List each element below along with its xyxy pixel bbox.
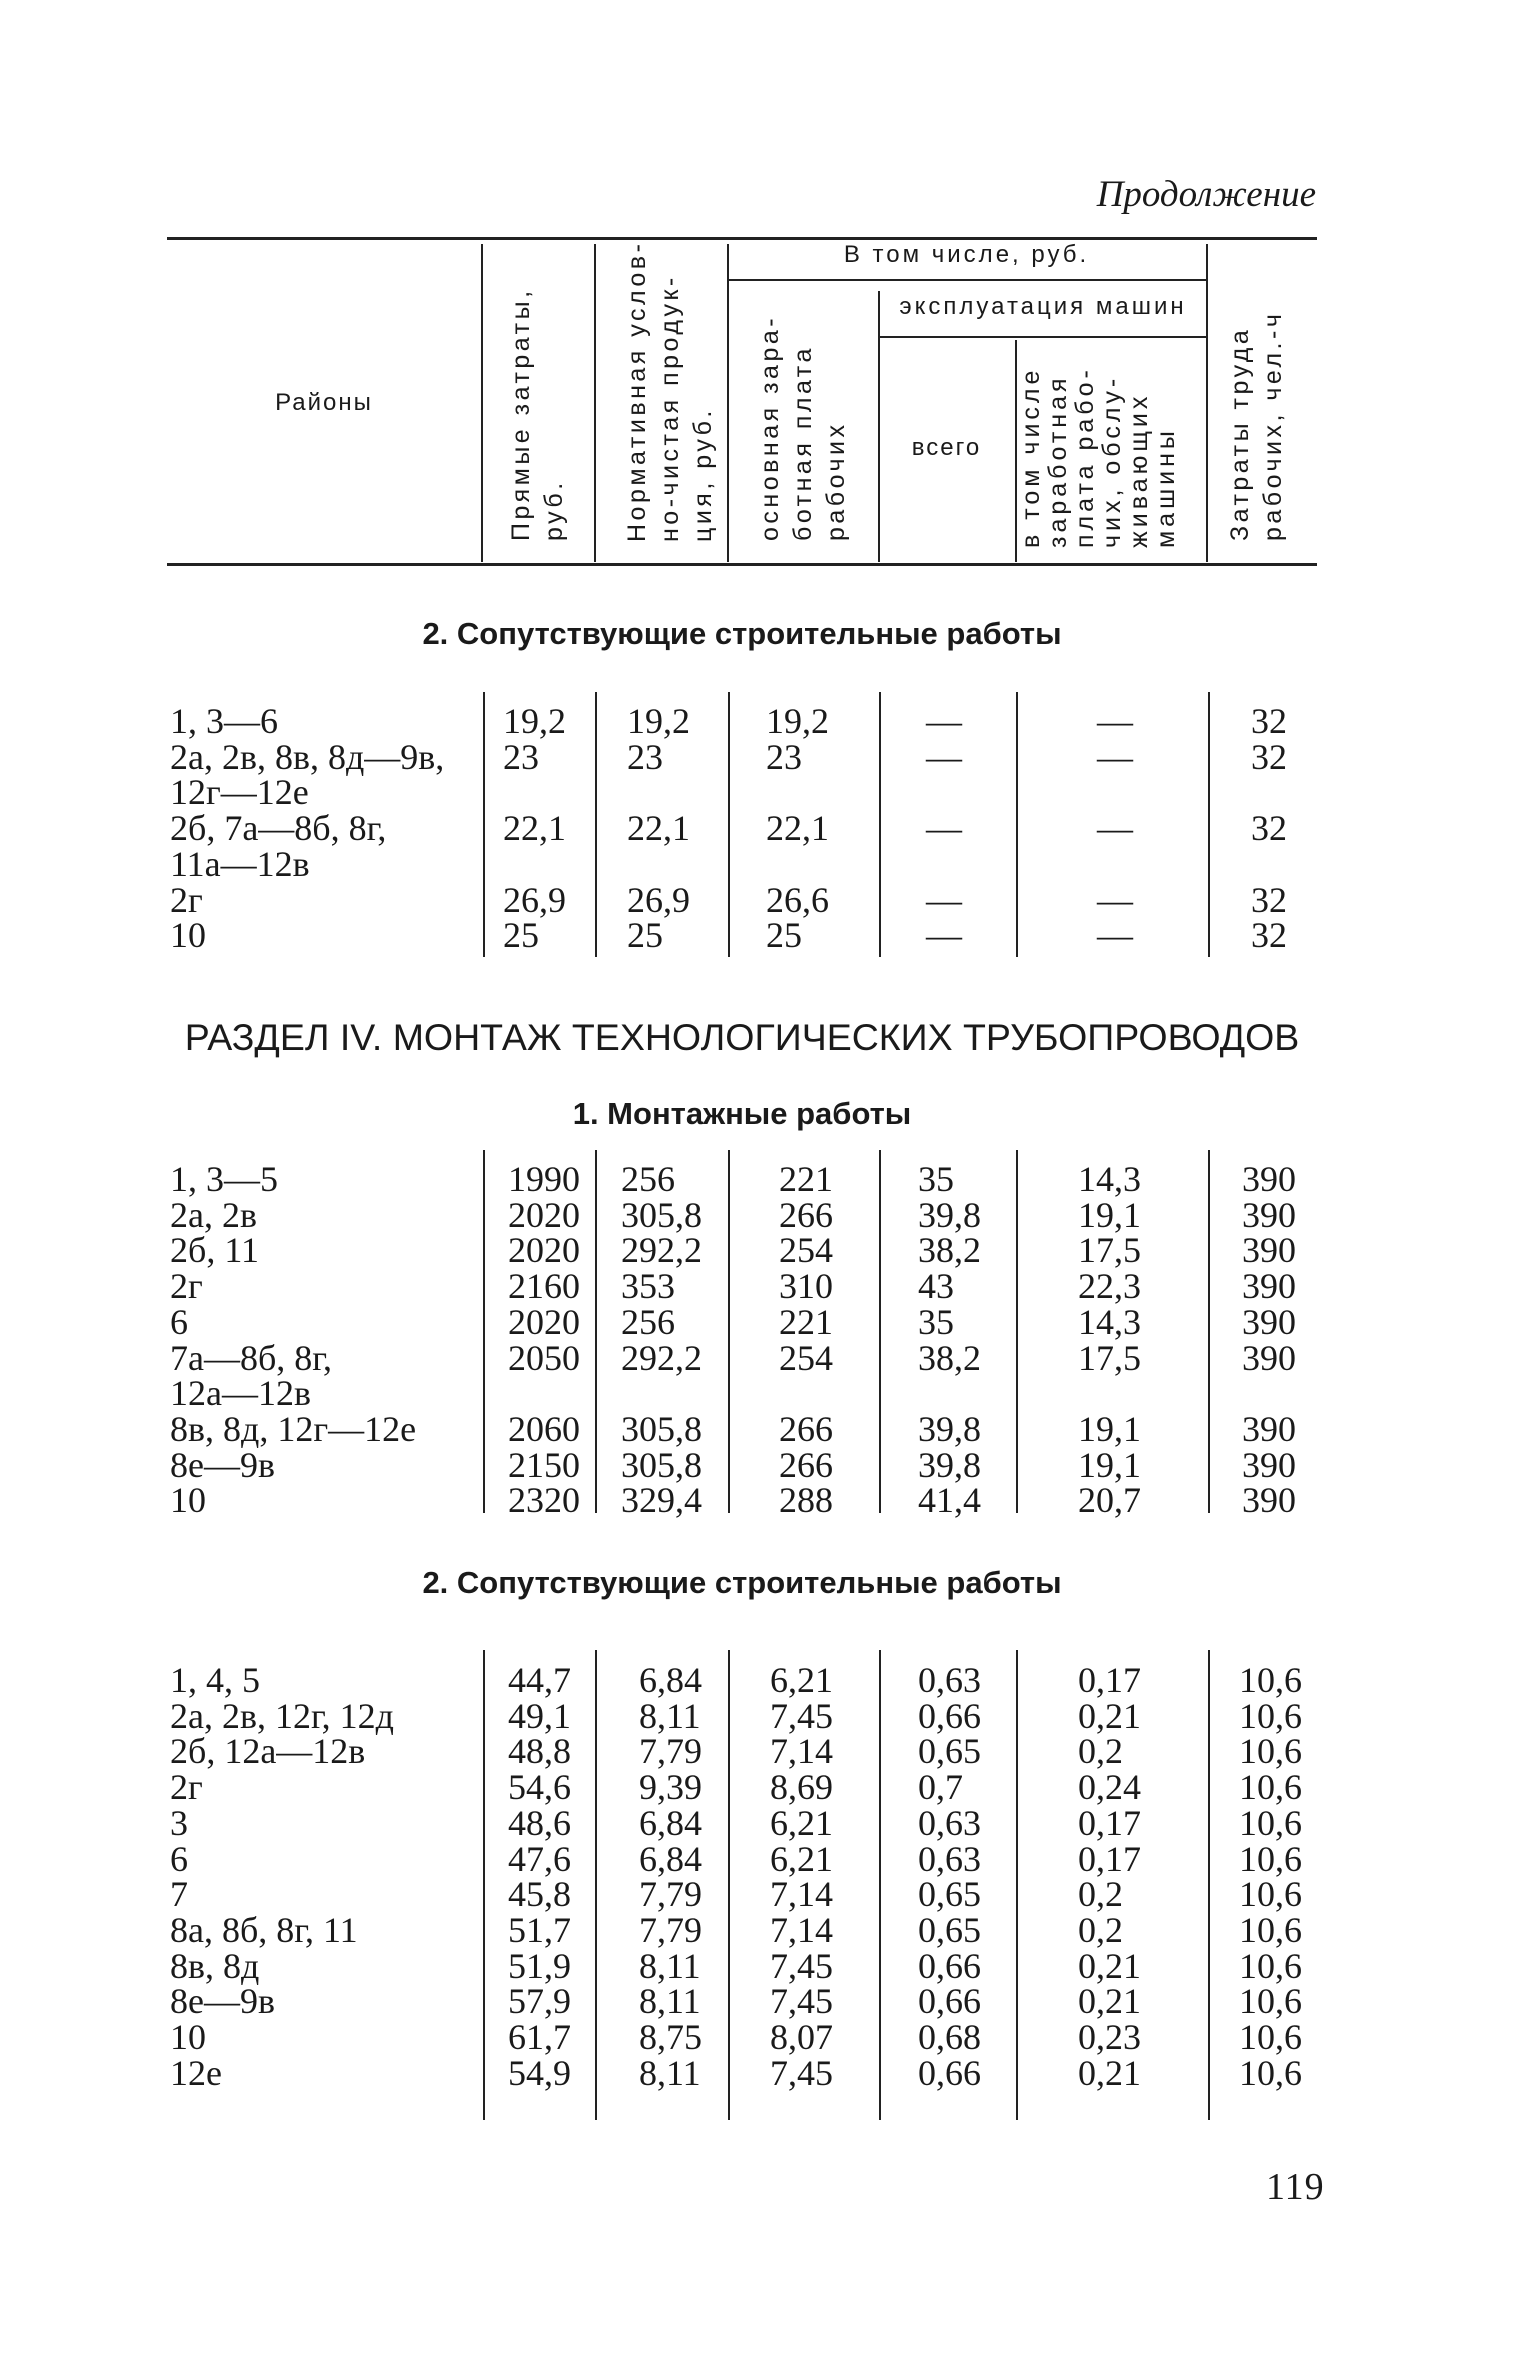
labor-costs-value: 10,6: [1239, 1945, 1302, 1986]
header-top-rule: [167, 237, 1317, 240]
machine-operator-wages-value: 14,3: [1078, 1159, 1141, 1199]
base-wages-value: 6,21: [770, 1802, 833, 1843]
header-normative-output: [621, 241, 720, 542]
machine-operator-wages-value: 0,2: [1078, 1731, 1123, 1772]
base-wages-value: 7,45: [770, 1695, 833, 1736]
machine-operation-total-value: 39,8: [918, 1408, 981, 1449]
labor-costs-value: 390: [1242, 1480, 1296, 1521]
header-line: живающих: [1125, 392, 1153, 548]
region-name: 2г: [170, 1266, 203, 1307]
labor-costs-value: 10,6: [1239, 1838, 1302, 1879]
header-labor-costs: [1224, 311, 1290, 541]
region-name: 10: [170, 1480, 206, 1521]
labor-costs-value: 10,6: [1239, 1981, 1302, 2022]
machine-operator-wages-value: 19,1: [1078, 1444, 1141, 1485]
base-wages-value: 221: [779, 1159, 833, 1199]
direct-costs-value: 2050: [508, 1337, 580, 1378]
header-line: Нормативная услов-: [623, 240, 651, 542]
machine-operator-wages-value: 0,2: [1078, 1874, 1123, 1915]
machine-operator-wages-value: 22,3: [1078, 1266, 1141, 1307]
region-name: 2б, 7а—8б, 8г,: [170, 808, 387, 849]
base-wages-value: 7,14: [770, 1909, 833, 1950]
labor-costs-value: 10,6: [1239, 2017, 1302, 2057]
header-base-wages: [754, 315, 853, 541]
machine-operator-wages-value: 20,7: [1078, 1480, 1141, 1521]
region-name: 7: [170, 1874, 188, 1915]
normative-output-value: 7,79: [639, 1874, 702, 1915]
normative-output-value: 8,11: [639, 1695, 701, 1736]
region-name: 8е—9в: [170, 1444, 275, 1485]
header-regions: Районы: [275, 389, 373, 416]
region-name: 3: [170, 1802, 188, 1843]
region-name: 6: [170, 1838, 188, 1879]
machine-operation-total-value: 0,65: [918, 1909, 981, 1950]
region-name: 2а, 2в, 8в, 8д—9в,: [170, 736, 445, 777]
machine-operation-total-value: 0,63: [918, 1838, 981, 1879]
region-name: 1, 4, 5: [170, 1660, 260, 1700]
labor-costs-value: 10,6: [1239, 1767, 1302, 1808]
header-column-rule: [727, 244, 729, 562]
machine-operation-total-value: —: [926, 808, 962, 849]
header-line: чих, обслу-: [1098, 374, 1126, 548]
header-line: в том числе: [1017, 366, 1045, 548]
direct-costs-value: 2160: [508, 1266, 580, 1307]
direct-costs-value: 2020: [508, 1194, 580, 1235]
direct-costs-value: 22,1: [503, 808, 566, 849]
direct-costs-value: 45,8: [508, 1874, 571, 1915]
labor-costs-value: 32: [1251, 808, 1287, 849]
direct-costs-value: 2060: [508, 1408, 580, 1449]
machine-operation-total-value: —: [926, 736, 962, 777]
region-name: 8е—9в: [170, 1981, 275, 2022]
direct-costs-value: 51,7: [508, 1909, 571, 1950]
normative-output-value: 26,9: [627, 879, 690, 920]
labor-costs-value: 10,6: [1239, 1660, 1302, 1700]
normative-output-value: 305,8: [621, 1194, 702, 1235]
machine-operation-total-value: 0,65: [918, 1874, 981, 1915]
region-name: 2б, 11: [170, 1230, 259, 1271]
base-wages-value: 266: [779, 1408, 833, 1449]
region-name: 12г—12е: [170, 772, 309, 813]
continuation-label: Продолжение: [1096, 174, 1316, 215]
column-rule: [879, 1650, 881, 2120]
direct-costs-value: 44,7: [508, 1660, 571, 1700]
labor-costs-value: 32: [1251, 701, 1287, 741]
direct-costs-value: 2150: [508, 1444, 580, 1485]
machine-operation-total-value: 0,66: [918, 1695, 981, 1736]
column-rule: [1016, 1150, 1018, 1513]
column-rule: [728, 1650, 730, 2120]
machine-operator-wages-value: 17,5: [1078, 1337, 1141, 1378]
header-line: машины: [1152, 427, 1180, 548]
labor-costs-value: 10,6: [1239, 2052, 1302, 2093]
header-column-rule: [1206, 244, 1208, 562]
machine-operation-total-value: —: [926, 879, 962, 920]
direct-costs-value: 48,8: [508, 1731, 571, 1772]
normative-output-value: 292,2: [621, 1230, 702, 1271]
machine-operation-total-value: 0,66: [918, 1981, 981, 2022]
base-wages-value: 310: [779, 1266, 833, 1307]
machine-operation-total-value: 0,63: [918, 1802, 981, 1843]
region-name: 1, 3—6: [170, 701, 278, 741]
normative-output-value: 8,11: [639, 2052, 701, 2093]
normative-output-value: 23: [627, 736, 663, 777]
column-rule: [1208, 1650, 1210, 2120]
section-title: РАЗДЕЛ IV. МОНТАЖ ТЕХНОЛОГИЧЕСКИХ ТРУБОПРОВОДОВ: [184, 1016, 1300, 1058]
machine-operation-total-value: 35: [918, 1159, 954, 1199]
normative-output-value: 7,79: [639, 1731, 702, 1772]
region-name: 7а—8б, 8г,: [170, 1337, 332, 1378]
direct-costs-value: 61,7: [508, 2017, 571, 2057]
block-title: 2. Сопутствующие строительные работы: [422, 616, 1062, 651]
base-wages-value: 23: [766, 736, 802, 777]
machine-operator-wages-value: —: [1097, 808, 1133, 849]
labor-costs-value: 32: [1251, 915, 1287, 956]
base-wages-value: 288: [779, 1480, 833, 1521]
base-wages-value: 26,6: [766, 879, 829, 920]
column-rule: [728, 692, 730, 957]
direct-costs-value: 51,9: [508, 1945, 571, 1986]
header-column-rule: [481, 244, 483, 562]
normative-output-value: 19,2: [627, 701, 690, 741]
column-rule: [483, 1650, 485, 2120]
header-machine-wages: [1018, 366, 1180, 548]
column-rule: [1208, 1150, 1210, 1513]
base-wages-value: 22,1: [766, 808, 829, 849]
region-name: 2а, 2в, 12г, 12д: [170, 1695, 394, 1736]
normative-output-value: 305,8: [621, 1444, 702, 1485]
region-name: 2г: [170, 1767, 203, 1808]
header-line: рабочих: [822, 421, 850, 541]
region-name: 2а, 2в: [170, 1194, 257, 1235]
machine-operation-total-value: 0,7: [918, 1767, 963, 1808]
machine-operator-wages-value: 0,24: [1078, 1767, 1141, 1808]
direct-costs-value: 2020: [508, 1230, 580, 1271]
direct-costs-value: 19,2: [503, 701, 566, 741]
labor-costs-value: 10,6: [1239, 1695, 1302, 1736]
region-name: 10: [170, 915, 206, 956]
direct-costs-value: 1990: [508, 1159, 580, 1199]
normative-output-value: 353: [621, 1266, 675, 1307]
normative-output-value: 7,79: [639, 1909, 702, 1950]
labor-costs-value: 390: [1242, 1266, 1296, 1307]
region-name: 8в, 8д, 12г—12е: [170, 1408, 417, 1449]
machine-operation-total-value: 0,63: [918, 1660, 981, 1700]
header-column-rule: [594, 244, 596, 562]
base-wages-value: 7,45: [770, 2052, 833, 2093]
column-rule: [595, 1150, 597, 1513]
column-rule: [879, 692, 881, 957]
labor-costs-value: 390: [1242, 1408, 1296, 1449]
base-wages-value: 8,69: [770, 1767, 833, 1808]
column-rule: [483, 692, 485, 957]
base-wages-value: 221: [779, 1301, 833, 1342]
machine-operator-wages-value: —: [1097, 879, 1133, 920]
direct-costs-value: 57,9: [508, 1981, 571, 2022]
base-wages-value: 25: [766, 915, 802, 956]
machine-operator-wages-value: 14,3: [1078, 1301, 1141, 1342]
normative-output-value: 305,8: [621, 1408, 702, 1449]
machine-operation-total-value: 0,66: [918, 1945, 981, 1986]
header-line: ция, руб.: [689, 407, 717, 542]
normative-output-value: 25: [627, 915, 663, 956]
labor-costs-value: 390: [1242, 1337, 1296, 1378]
header-line: но-чистая продук-: [656, 274, 684, 542]
labor-costs-value: 390: [1242, 1194, 1296, 1235]
machine-operation-total-value: 0,68: [918, 2017, 981, 2057]
labor-costs-value: 10,6: [1239, 1802, 1302, 1843]
normative-output-value: 329,4: [621, 1480, 702, 1521]
column-rule: [879, 1150, 881, 1513]
header-including: В том числе, руб.: [843, 241, 1090, 268]
region-name: 2б, 12а—12в: [170, 1731, 366, 1772]
machine-operation-total-value: 39,8: [918, 1194, 981, 1235]
labor-costs-value: 390: [1242, 1444, 1296, 1485]
base-wages-value: 19,2: [766, 701, 829, 741]
machine-operation-total-value: —: [926, 915, 962, 956]
column-rule: [595, 1650, 597, 2120]
column-rule: [1208, 692, 1210, 957]
labor-costs-value: 390: [1242, 1301, 1296, 1342]
normative-output-value: 9,39: [639, 1767, 702, 1808]
block-title: 2. Сопутствующие строительные работы: [422, 1565, 1062, 1600]
labor-costs-value: 32: [1251, 879, 1287, 920]
machine-operator-wages-value: 0,17: [1078, 1838, 1141, 1879]
base-wages-value: 266: [779, 1444, 833, 1485]
direct-costs-value: 48,6: [508, 1802, 571, 1843]
normative-output-value: 8,75: [639, 2017, 702, 2057]
region-name: 6: [170, 1301, 188, 1342]
machine-operation-total-value: 41,4: [918, 1480, 981, 1521]
header-machine-operation: эксплуатация машин: [899, 293, 1187, 320]
normative-output-value: 256: [621, 1301, 675, 1342]
region-name: 8в, 8д: [170, 1945, 260, 1986]
base-wages-value: 8,07: [770, 2017, 833, 2057]
header-line: заработная: [1044, 374, 1072, 548]
machine-operator-wages-value: 19,1: [1078, 1408, 1141, 1449]
machine-operator-wages-value: 0,17: [1078, 1660, 1141, 1700]
column-rule: [483, 1150, 485, 1513]
machine-operator-wages-value: 0,21: [1078, 1945, 1141, 1986]
normative-output-value: 22,1: [627, 808, 690, 849]
base-wages-value: 6,21: [770, 1838, 833, 1879]
header-bottom-rule: [167, 563, 1317, 566]
base-wages-value: 7,14: [770, 1731, 833, 1772]
labor-costs-value: 390: [1242, 1159, 1296, 1199]
machine-operation-total-value: 35: [918, 1301, 954, 1342]
header-machine-total: всего: [911, 434, 982, 461]
header-line: Прямые затраты,: [507, 287, 535, 541]
header-column-rule: [878, 291, 880, 562]
normative-output-value: 6,84: [639, 1802, 702, 1843]
machine-operator-wages-value: 19,1: [1078, 1194, 1141, 1235]
base-wages-value: 254: [779, 1230, 833, 1271]
normative-output-value: 6,84: [639, 1838, 702, 1879]
column-rule: [728, 1150, 730, 1513]
direct-costs-value: 23: [503, 736, 539, 777]
normative-output-value: 292,2: [621, 1337, 702, 1378]
base-wages-value: 6,21: [770, 1660, 833, 1700]
machine-operator-wages-value: —: [1097, 701, 1133, 741]
page-number: 119: [1266, 2166, 1325, 2208]
machine-operation-total-value: —: [926, 701, 962, 741]
direct-costs-value: 47,6: [508, 1838, 571, 1879]
normative-output-value: 8,11: [639, 1945, 701, 1986]
header-direct-costs: [505, 287, 571, 541]
labor-costs-value: 10,6: [1239, 1874, 1302, 1915]
base-wages-value: 7,45: [770, 1981, 833, 2022]
machine-operator-wages-value: —: [1097, 915, 1133, 956]
base-wages-value: 7,14: [770, 1874, 833, 1915]
machine-operator-wages-value: 0,21: [1078, 1695, 1141, 1736]
header-line: Затраты труда: [1226, 326, 1254, 541]
direct-costs-value: 49,1: [508, 1695, 571, 1736]
block-title: 1. Монтажные работы: [572, 1096, 912, 1131]
region-name: 1, 3—5: [170, 1159, 278, 1199]
header-line: руб.: [540, 479, 568, 541]
machine-operation-total-value: 0,65: [918, 1731, 981, 1772]
direct-costs-value: 26,9: [503, 879, 566, 920]
machine-operator-wages-value: 0,21: [1078, 2052, 1141, 2093]
direct-costs-value: 2320: [508, 1480, 580, 1521]
machine-operator-wages-value: —: [1097, 736, 1133, 777]
machine-operation-total-value: 38,2: [918, 1337, 981, 1378]
region-name: 12е: [170, 2052, 222, 2093]
base-wages-value: 7,45: [770, 1945, 833, 1986]
header-line: основная зара-: [756, 314, 784, 541]
region-name: 10: [170, 2017, 206, 2057]
region-name: 12а—12в: [170, 1373, 311, 1414]
labor-costs-value: 390: [1242, 1230, 1296, 1271]
direct-costs-value: 2020: [508, 1301, 580, 1342]
direct-costs-value: 25: [503, 915, 539, 956]
machine-operator-wages-value: 17,5: [1078, 1230, 1141, 1271]
machine-operation-total-value: 38,2: [918, 1230, 981, 1271]
machine-operation-underline: [878, 336, 1208, 338]
region-name: 8а, 8б, 8г, 11: [170, 1909, 358, 1950]
machine-operation-total-value: 43: [918, 1266, 954, 1307]
including-underline: [727, 279, 1208, 281]
region-name: 11а—12в: [170, 843, 310, 884]
machine-operator-wages-value: 0,21: [1078, 1981, 1141, 2022]
base-wages-value: 254: [779, 1337, 833, 1378]
machine-operator-wages-value: 0,2: [1078, 1909, 1123, 1950]
column-rule: [595, 692, 597, 957]
direct-costs-value: 54,6: [508, 1767, 571, 1808]
base-wages-value: 266: [779, 1194, 833, 1235]
header-line: рабочих, чел.-ч: [1259, 310, 1287, 541]
machine-operator-wages-value: 0,17: [1078, 1802, 1141, 1843]
labor-costs-value: 10,6: [1239, 1731, 1302, 1772]
normative-output-value: 6,84: [639, 1660, 702, 1700]
machine-operator-wages-value: 0,23: [1078, 2017, 1141, 2057]
normative-output-value: 8,11: [639, 1981, 701, 2022]
labor-costs-value: 32: [1251, 736, 1287, 777]
machine-operation-total-value: 0,66: [918, 2052, 981, 2093]
machine-operation-total-value: 39,8: [918, 1444, 981, 1485]
column-rule: [1016, 692, 1018, 957]
region-name: 2г: [170, 879, 203, 920]
normative-output-value: 256: [621, 1159, 675, 1199]
direct-costs-value: 54,9: [508, 2052, 571, 2093]
column-rule: [1016, 1650, 1018, 2120]
header-line: ботная плата: [789, 345, 817, 541]
labor-costs-value: 10,6: [1239, 1909, 1302, 1950]
header-line: плата рабо-: [1071, 366, 1099, 548]
